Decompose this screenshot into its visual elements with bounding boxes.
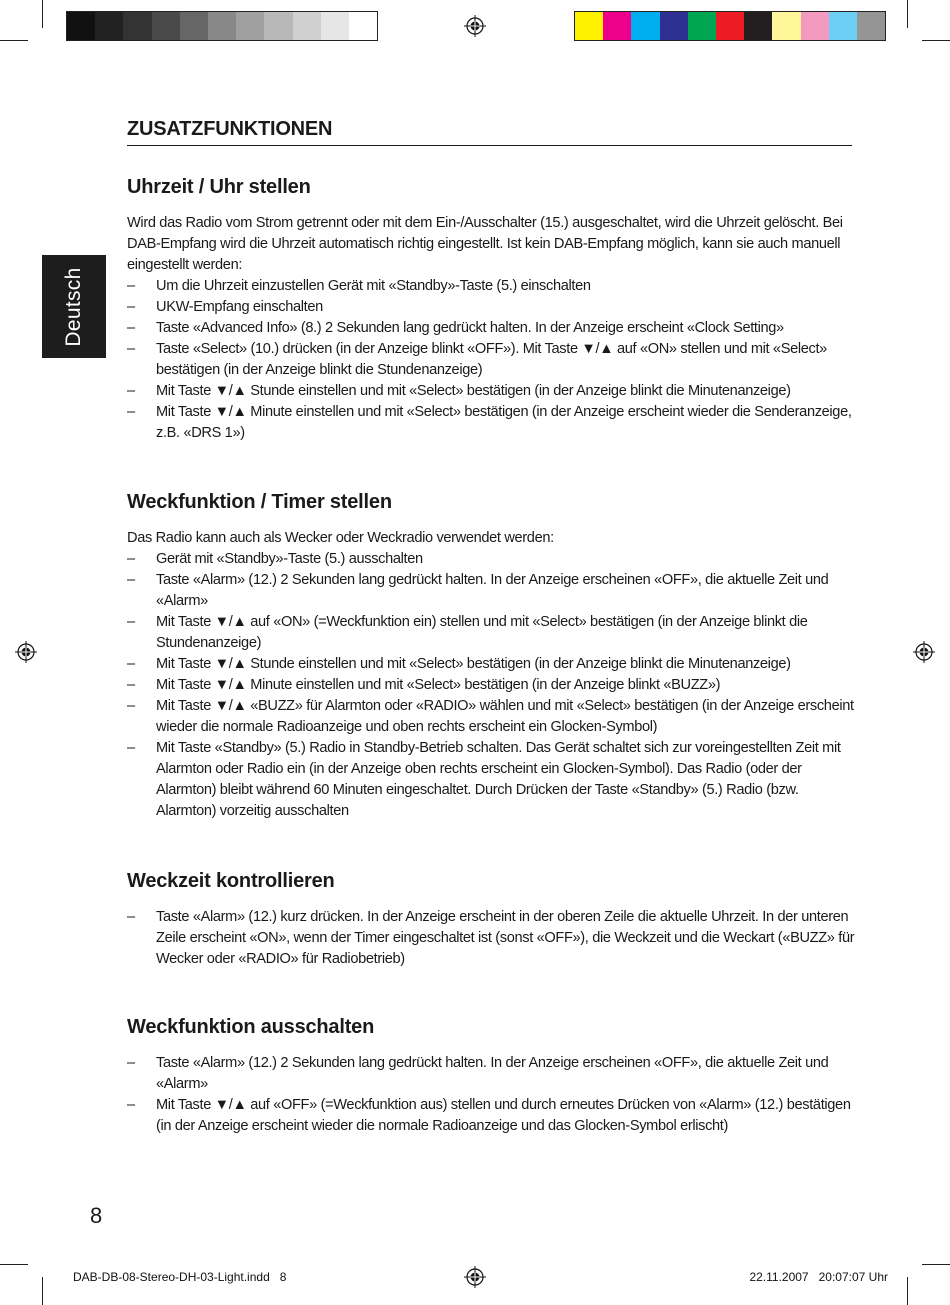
color-swatch bbox=[660, 12, 688, 40]
color-swatch bbox=[603, 12, 631, 40]
list-item bbox=[127, 402, 857, 444]
color-swatch bbox=[95, 12, 123, 40]
color-swatch bbox=[293, 12, 321, 40]
footer-timestamp: 22.11.2007 20:07:07 Uhr bbox=[749, 1270, 888, 1284]
list-item bbox=[127, 318, 857, 339]
crop-mark bbox=[0, 40, 28, 41]
section-heading: Weckzeit kontrollieren bbox=[127, 870, 335, 892]
list-item-text: UKW-Empfang einschalten bbox=[156, 299, 323, 315]
step-list bbox=[127, 549, 857, 822]
section-alarm-check bbox=[127, 870, 857, 970]
language-tab bbox=[42, 255, 106, 358]
list-item-text: Taste «Alarm» (12.) 2 Sekunden lang gedrückt halten. In der Anzeige erscheinen «OFF», die aktuelle Zeit und «Alarm» bbox=[156, 1055, 829, 1092]
crop-mark bbox=[907, 0, 908, 28]
list-dash: – bbox=[127, 320, 135, 336]
list-item-text: Taste «Advanced Info» (8.) 2 Sekunden lang gedrückt halten. In der Anzeige erscheint «Clock Setting» bbox=[156, 320, 784, 336]
crop-mark bbox=[922, 1264, 950, 1265]
list-item bbox=[127, 276, 857, 297]
list-item-text: Mit Taste ▼/▲ Stunde einstellen und mit «Select» bestätigen (in der Anzeige blinkt die Minutenanzeige) bbox=[156, 656, 791, 672]
list-dash: – bbox=[127, 299, 135, 315]
list-item-text: Gerät mit «Standby»-Taste (5.) ausschalten bbox=[156, 551, 423, 567]
color-swatch bbox=[264, 12, 292, 40]
list-item bbox=[127, 1053, 857, 1095]
step-list bbox=[127, 276, 857, 444]
color-swatch bbox=[716, 12, 744, 40]
list-item bbox=[127, 738, 857, 822]
crop-mark bbox=[42, 0, 43, 28]
grayscale-color-bar bbox=[66, 11, 378, 41]
list-item bbox=[127, 612, 857, 654]
registration-mark-icon bbox=[464, 15, 486, 37]
section-intro: Wird das Radio vom Strom getrennt oder mit dem Ein-/Ausschalter (15.) ausgeschaltet, wird die Uhrzeit gelöscht. Bei DAB-Empfang wird die Uhrzeit automatisch richtig eingestellt. Ist kein DAB-Empfang möglich, kann sie auch manuell eingestellt werden: bbox=[127, 215, 843, 273]
list-item bbox=[127, 675, 857, 696]
crop-mark bbox=[0, 1264, 28, 1265]
color-swatch bbox=[801, 12, 829, 40]
footer-file-info: DAB-DB-08-Stereo-DH-03-Light.indd 8 bbox=[73, 1270, 287, 1284]
section-heading: Weckfunktion ausschalten bbox=[127, 1016, 375, 1038]
list-dash: – bbox=[127, 698, 135, 714]
list-item bbox=[127, 907, 857, 970]
section-alarm-off bbox=[127, 1016, 857, 1137]
color-swatch bbox=[152, 12, 180, 40]
color-swatch bbox=[772, 12, 800, 40]
list-item-text: Mit Taste ▼/▲ auf «ON» (=Weckfunktion ein) stellen und mit «Select» bestätigen (in der Anzeige blinkt die Stundenanzeige) bbox=[156, 614, 808, 651]
list-item bbox=[127, 549, 857, 570]
list-item bbox=[127, 696, 857, 738]
color-swatch bbox=[688, 12, 716, 40]
list-dash: – bbox=[127, 740, 135, 756]
registration-mark-icon bbox=[15, 641, 37, 663]
list-item bbox=[127, 339, 857, 381]
list-item-text: Mit Taste ▼/▲ «BUZZ» für Alarmton oder «RADIO» wählen und mit «Select» bestätigen (in der Anzeige erscheint wieder die normale Radioanzeige und oben rechts erscheint ein Glocken-Symbol) bbox=[156, 698, 854, 735]
color-swatch bbox=[208, 12, 236, 40]
crop-mark bbox=[907, 1277, 908, 1305]
language-tab-label: Deutsch bbox=[62, 266, 85, 347]
section-intro: Das Radio kann auch als Wecker oder Weckradio verwendet werden: bbox=[127, 530, 554, 546]
list-item-text: Taste «Alarm» (12.) 2 Sekunden lang gedrückt halten. In der Anzeige erscheinen «OFF», die aktuelle Zeit und «Alarm» bbox=[156, 572, 829, 609]
list-item-text: Mit Taste «Standby» (5.) Radio in Standby-Betrieb schalten. Das Gerät schaltet sich zur voreingestellten Zeit mit Alarmton oder Radio ein (in der Anzeige oben rechts erscheint ein Glocken-Symbol). Das Radio (oder der Alarmton) bleibt während 60 Minuten eingeschaltet. Durch Drücken der Taste «Standby» (5.) Radio (bzw. Alarmton) vorzeitig ausschalten bbox=[156, 740, 841, 819]
list-item bbox=[127, 570, 857, 612]
list-item-text: Mit Taste ▼/▲ auf «OFF» (=Weckfunktion aus) stellen und durch erneutes Drücken von «Alarm» (12.) bestätigen (in der Anzeige erscheint wieder die normale Radioanzeige und das Glocken-Symbol erlischt) bbox=[156, 1097, 851, 1134]
list-dash: – bbox=[127, 909, 135, 925]
list-dash: – bbox=[127, 551, 135, 567]
section-clock bbox=[127, 176, 857, 444]
list-item-text: Taste «Alarm» (12.) kurz drücken. In der Anzeige erscheint in der oberen Zeile die aktuelle Uhrzeit. In der unteren Zeile erscheint «ON», wenn der Timer eingeschaltet ist (sonst «OFF»), die Weckzeit und die Weckart («BUZZ» für Wecker oder «RADIO» für Radiobetrieb) bbox=[156, 909, 855, 967]
step-list bbox=[127, 907, 857, 970]
list-item bbox=[127, 1095, 857, 1137]
color-swatch bbox=[123, 12, 151, 40]
color-swatch bbox=[744, 12, 772, 40]
list-dash: – bbox=[127, 614, 135, 630]
color-swatch bbox=[857, 12, 885, 40]
color-swatch bbox=[180, 12, 208, 40]
color-swatch bbox=[67, 12, 95, 40]
page-number: 8 bbox=[90, 1203, 103, 1228]
color-swatch bbox=[349, 12, 377, 40]
list-item-text: Mit Taste ▼/▲ Stunde einstellen und mit «Select» bestätigen (in der Anzeige blinkt die Minutenanzeige) bbox=[156, 383, 791, 399]
header bbox=[127, 118, 852, 146]
process-color-bar bbox=[574, 11, 886, 41]
list-dash: – bbox=[127, 404, 135, 420]
list-item bbox=[127, 297, 857, 318]
registration-mark-icon bbox=[464, 1266, 486, 1288]
color-swatch bbox=[321, 12, 349, 40]
list-item-text: Um die Uhrzeit einzustellen Gerät mit «Standby»-Taste (5.) einschalten bbox=[156, 278, 591, 294]
list-dash: – bbox=[127, 383, 135, 399]
list-dash: – bbox=[127, 656, 135, 672]
section-heading: Uhrzeit / Uhr stellen bbox=[127, 176, 311, 198]
chapter-title: ZUSATZFUNKTIONEN bbox=[127, 118, 852, 146]
list-item-text: Mit Taste ▼/▲ Minute einstellen und mit «Select» bestätigen (in der Anzeige erscheint wieder die Senderanzeige, z.B. «DRS 1») bbox=[156, 404, 852, 441]
list-dash: – bbox=[127, 341, 135, 357]
list-item-text: Mit Taste ▼/▲ Minute einstellen und mit «Select» bestätigen (in der Anzeige blinkt «BUZZ») bbox=[156, 677, 721, 693]
color-swatch bbox=[631, 12, 659, 40]
list-dash: – bbox=[127, 677, 135, 693]
list-dash: – bbox=[127, 1055, 135, 1071]
color-swatch bbox=[575, 12, 603, 40]
section-alarm-set bbox=[127, 491, 857, 822]
list-dash: – bbox=[127, 278, 135, 294]
list-item bbox=[127, 381, 857, 402]
list-dash: – bbox=[127, 1097, 135, 1113]
list-item-text: Taste «Select» (10.) drücken (in der Anzeige blinkt «OFF»). Mit Taste ▼/▲ auf «ON» stellen und mit «Select» bestätigen (in der Anzeige blinkt die Stundenanzeige) bbox=[156, 341, 827, 378]
crop-mark bbox=[42, 1277, 43, 1305]
section-heading: Weckfunktion / Timer stellen bbox=[127, 491, 392, 513]
step-list bbox=[127, 1053, 857, 1137]
color-swatch bbox=[236, 12, 264, 40]
list-dash: – bbox=[127, 572, 135, 588]
crop-mark bbox=[922, 40, 950, 41]
color-swatch bbox=[829, 12, 857, 40]
registration-mark-icon bbox=[913, 641, 935, 663]
list-item bbox=[127, 654, 857, 675]
